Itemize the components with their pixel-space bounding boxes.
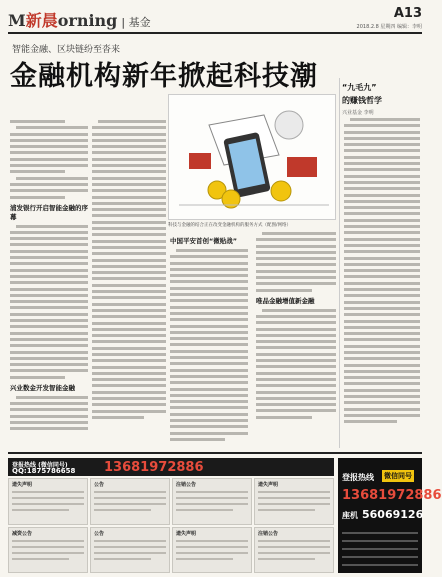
ad-qq: QQ:1875786658 <box>12 467 76 475</box>
ad-side-wechat-badge: 微信同号 <box>384 472 412 480</box>
ad-cell: 注销公告 <box>254 527 334 574</box>
sidebar-subtitle: 的赚钱哲学 <box>342 96 382 105</box>
ad-hotline-label: 登报热线 (微信同号) <box>12 462 68 469</box>
subhead-4: 唯品金融增值新金融 <box>256 296 315 305</box>
phone-coins-illustration <box>169 95 337 221</box>
ad-cell: 公告 <box>90 527 170 574</box>
classified-ads <box>8 452 442 571</box>
sidebar-body <box>344 118 420 427</box>
article-column-2 <box>92 120 166 422</box>
masthead-logo-red: 新晨 <box>25 11 58 30</box>
masthead-meta: 2018.2.8 星期四 编辑：李明 <box>356 24 422 30</box>
masthead-logo: M新晨orning | 基金 <box>8 11 151 30</box>
sidebar-author: 兴业基金 李明 <box>342 110 374 116</box>
article-headline: 金融机构新年掀起科技潮 <box>10 61 318 92</box>
ad-grid <box>8 478 334 573</box>
ad-cell: 遗失声明 <box>172 527 252 574</box>
ad-cell: 注销公告 <box>172 478 252 525</box>
ad-side-phone: 13681972886 <box>342 488 442 503</box>
column-divider <box>339 78 340 448</box>
ad-cell: 遗失声明 <box>254 478 334 525</box>
ad-side-panel <box>338 458 442 573</box>
ad-side-phone2: 56069126 <box>362 508 424 521</box>
ad-phone: 13681972886 <box>104 460 204 475</box>
sidebar-article <box>342 82 422 116</box>
article-column-1 <box>10 120 88 433</box>
masthead <box>8 6 422 34</box>
ad-cell: 减资公告 <box>8 527 88 574</box>
ad-side-label2: 座机 <box>342 511 358 520</box>
article-column-4 <box>256 232 336 422</box>
subhead-2: 兴业数金开发智能金融 <box>10 383 75 392</box>
ad-cell: 遗失声明 <box>8 478 88 525</box>
ad-side-label: 登报热线 <box>342 473 374 482</box>
section-name: | 基金 <box>121 16 151 29</box>
ad-cell: 公告 <box>90 478 170 525</box>
article-illustration <box>168 94 336 220</box>
illustration-caption: 科技与金融的结合正在改变金融机构的服务方式（配图/网络） <box>168 223 292 228</box>
page-number: A13 <box>393 6 422 21</box>
ad-hotline-strip <box>8 458 334 476</box>
subhead-3: 中国平安首创“微贴战” <box>170 237 238 245</box>
article-kicker: 智能金融、区块链纷至沓来 <box>12 45 121 55</box>
subhead-1: 浦发银行开启智能金融的序幕 <box>10 203 88 221</box>
sidebar-title: “九毛九” <box>342 83 377 92</box>
article-column-3 <box>170 232 248 444</box>
